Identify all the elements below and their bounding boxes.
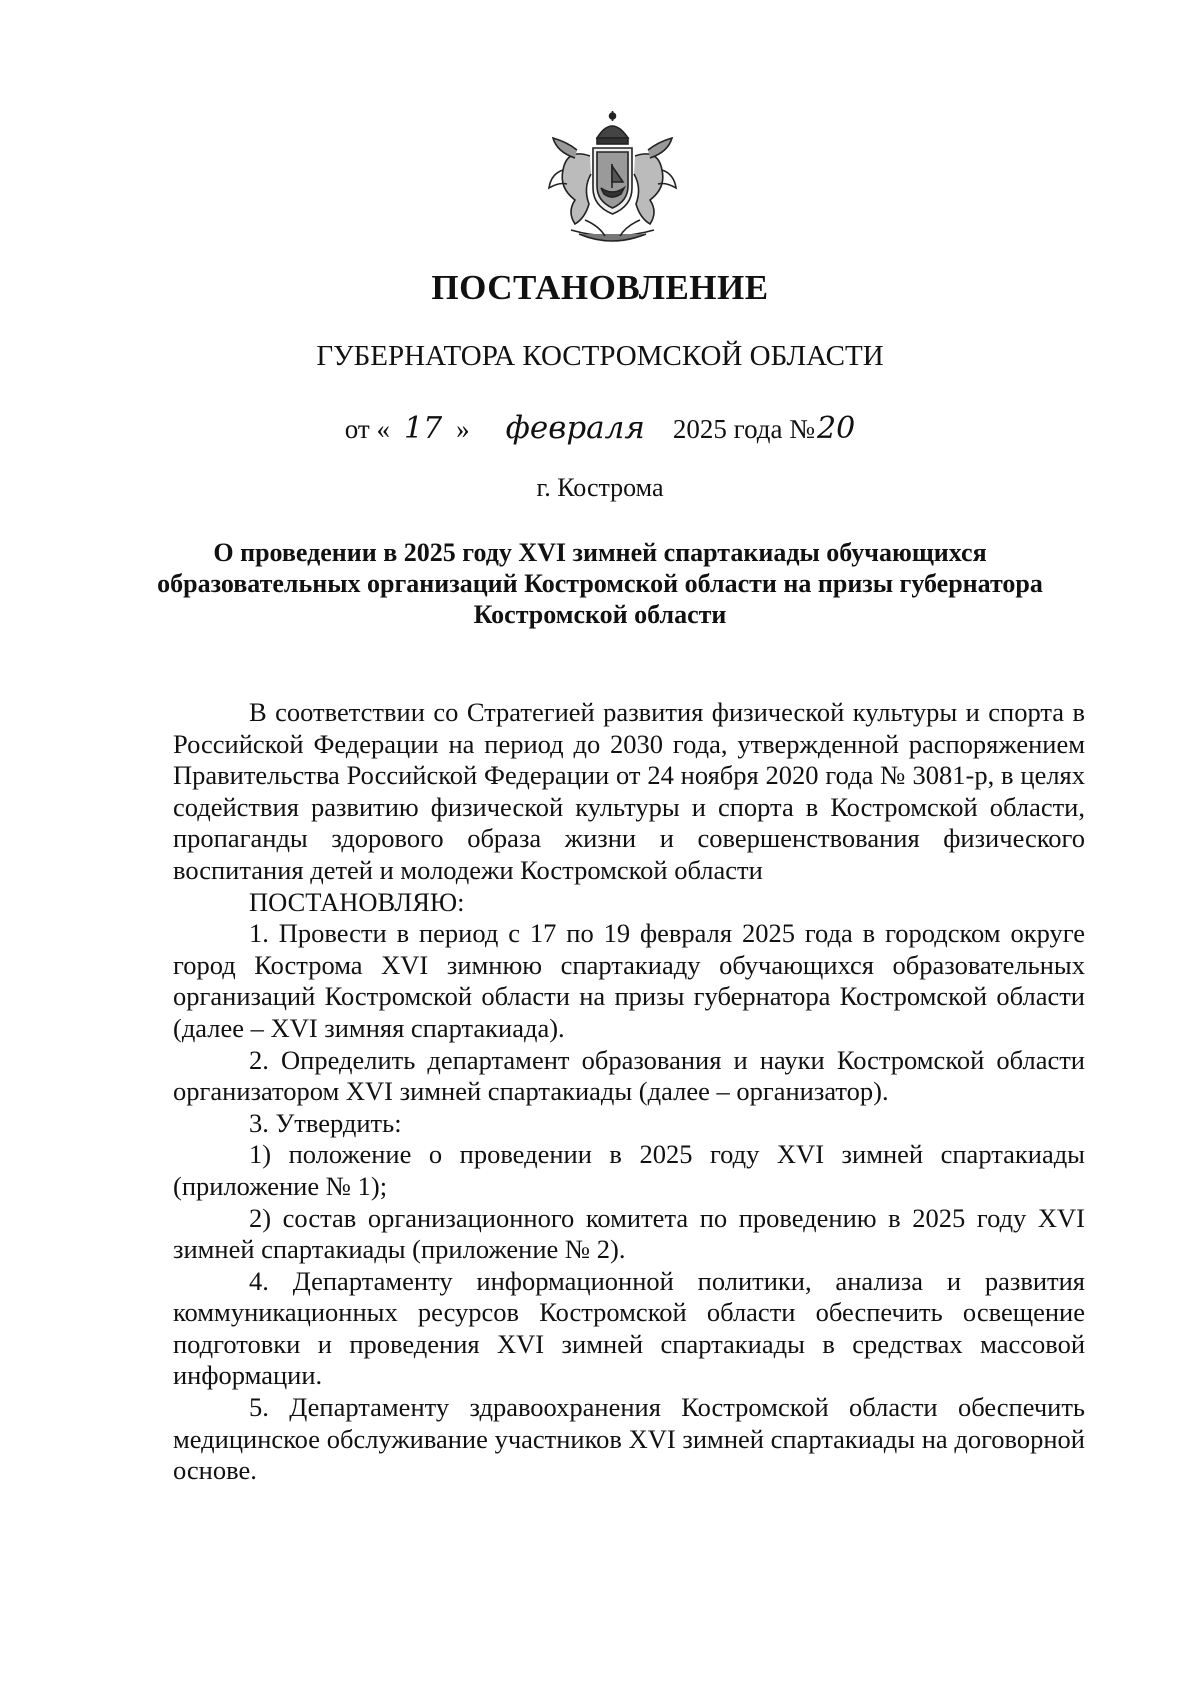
preamble-paragraph: В соответствии со Стратегией развития физической культуры и спорта в Российской Федерации на период до 2030 года, утвержденной распоряжением Правительства Российской Федерации от 24 ноября 2020 года № 3081-р, в целях содействия развитию физической культуры и спорта в Костромской области, пропаганды здорового образа жизни и совершенствования физического воспитания детей и молодежи Костромской области [173, 697, 1085, 885]
date-month: февраля [505, 410, 645, 446]
item-paragraph: 2. Определить департамент образования и науки Костромской области организатором XVI зимней спартакиады (далее – организатор). [173, 1044, 1085, 1107]
coat-of-arms-icon [545, 108, 680, 248]
decree-word: ПОСТАНОВЛЯЮ: [249, 886, 465, 917]
document-heading: О проведении в 2025 году XVI зимней спартакиады обучающихся образовательных организаций Костромской области на призы губернатора Костромской области [157, 538, 1043, 629]
date-day: 17 [403, 411, 443, 446]
date-year: 2025 года № [672, 414, 816, 444]
document-subtitle: ГУБЕРНАТОРА КОСТРОМСКОЙ ОБЛАСТИ [316, 340, 884, 372]
date-prefix: от « [344, 414, 390, 444]
item-paragraph: 2) состав организационного комитета по проведению в 2025 году XVI зимней спартакиады (приложение № 2). [173, 1202, 1085, 1265]
date-day-suffix: » [456, 414, 470, 444]
item-paragraph: 3. Утвердить: [249, 1107, 402, 1138]
city-name: г. Кострома [536, 473, 664, 502]
document-number: 20 [817, 411, 856, 446]
document-body [173, 697, 1085, 1487]
date-line [0, 410, 1200, 446]
document-title: ПОСТАНОВЛЕНИЕ [431, 268, 769, 307]
item-paragraph: 4. Департаменту информационной политики, анализа и развития коммуникационных ресурсов Костромской области обеспечить освещение подготовки и проведения XVI зимней спартакиады в средствах массовой информации. [173, 1265, 1085, 1391]
item-paragraph: 1. Провести в период с 17 по 19 февраля 2025 года в городском округе город Кострома XVI зимнюю спартакиаду обучающихся образовательных организаций Костромской области на призы губернатора Костромской области (далее – XVI зимняя спартакиада). [173, 918, 1085, 1043]
item-paragraph: 1) положение о проведении в 2025 году XVI зимней спартакиады (приложение № 1); [173, 1139, 1085, 1201]
item-paragraph: 5. Департаменту здравоохранения Костромской области обеспечить медицинское обслуживание участников XVI зимней спартакиады на договорной основе. [173, 1392, 1085, 1486]
